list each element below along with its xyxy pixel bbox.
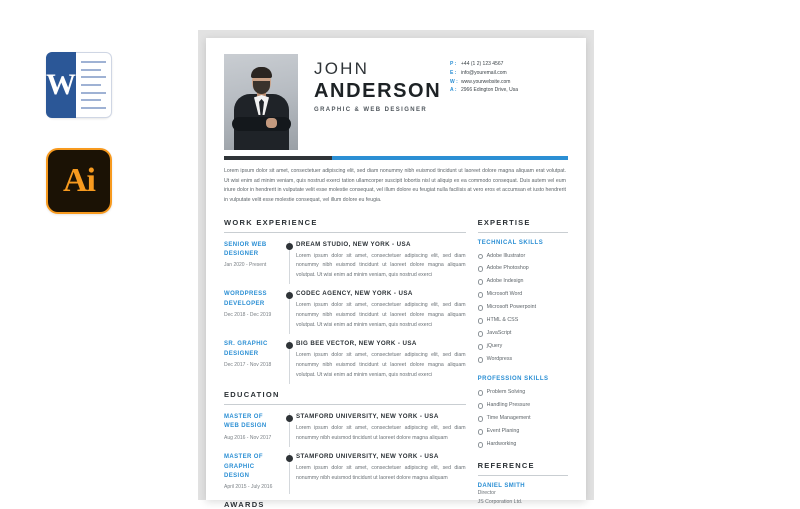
first-name: JOHN	[314, 60, 450, 79]
education-description: Lorem ipsum dolor sit amet, consectetuer adipiscing elit, sed diam nonummy nibh euismod tincidunt ut laoreet dolore magna aliquam	[296, 424, 466, 443]
work-date: Dec 2018 - Dec 2019	[224, 312, 280, 318]
reference-name: DANIEL SMITH	[478, 483, 568, 489]
work-description: Lorem ipsum dolor sit amet, consectetuer adipiscing elit, sed diam nonummy nibh euismod tincidunt ut laoreet dolore magna aliquam volutpat. Ut wisi enim ad minim veniam, quis nostrud exerci	[296, 252, 466, 281]
header-divider	[224, 156, 568, 160]
timeline-marker	[286, 241, 296, 281]
name-block	[298, 54, 450, 150]
timeline-marker	[286, 290, 296, 330]
skill-item: Hardworking	[478, 440, 568, 448]
skill-item: Handling Pressure	[478, 401, 568, 409]
skill-item: Event Planing	[478, 427, 568, 435]
resume-body	[224, 218, 568, 509]
section-rule	[478, 232, 568, 233]
work-description: Lorem ipsum dolor sit amet, consectetuer adipiscing elit, sed diam nonummy nibh euismod tincidunt ut laoreet dolore magna aliquam volutpat. Ut wisi enim ad minim veniam, quis nostrud exerci	[296, 301, 466, 330]
subsection-profession-skills: PROFESSION SKILLS	[478, 376, 568, 382]
education-entry	[224, 453, 466, 490]
section-title-reference: REFERENCE	[478, 461, 568, 470]
contact-value-email[interactable]: info@youremail.com	[461, 69, 507, 78]
education-institution: STAMFORD UNIVERSITY, NEW YORK - USA	[296, 453, 466, 460]
work-organization: DREAM STUDIO, NEW YORK - USA	[296, 241, 466, 248]
section-title-expertise: EXPERTISE	[478, 218, 568, 227]
work-entry	[224, 241, 466, 281]
profile-summary: Lorem ipsum dolor sit amet, consectetuer adipiscing elit, sed diam nonummy nibh euismod tincidunt ut laoreet dolore magna aliquam erat volutpat. Ut wisi enim ad minim veniam, quis nostrud exerci tation ullamcorper suscipit lobortis nisl ut aliquip ex ea commodo consequat. Duis autem vel eum iriure dolor in hendrerit in vulputate velit esse molestie consequat, vel illum dolore eu feugiat nulla facilisis at vero eros et accumsan et iusto hendrerit in vulputate velit esse molestie consequat, vel illum dolore eu feugia.	[224, 167, 568, 206]
skill-item: Adobe Photoshop	[478, 264, 568, 272]
app-icon-list	[46, 52, 138, 244]
illustrator-icon-letter: Ai	[63, 162, 95, 200]
contact-key-email: E :	[450, 69, 461, 78]
contact-value-phone: +44 (1 2) 123 4567	[461, 60, 503, 69]
education-institution: STAMFORD UNIVERSITY, NEW YORK - USA	[296, 413, 466, 420]
resume-sidebar-column	[478, 218, 568, 509]
header-divider-dark	[224, 156, 332, 160]
microsoft-word-icon[interactable]	[46, 52, 112, 118]
contact-block	[450, 54, 568, 150]
timeline-marker	[286, 453, 296, 490]
work-date: Dec 2017 - Nov 2018	[224, 362, 280, 368]
skill-item: Wordpress	[478, 355, 568, 363]
resume-page	[206, 38, 586, 500]
skill-item: Microsoft Powerpoint	[478, 303, 568, 311]
resume-main-column	[224, 218, 478, 509]
section-rule	[224, 404, 466, 405]
skill-item: Time Management	[478, 414, 568, 422]
work-description: Lorem ipsum dolor sit amet, consectetuer adipiscing elit, sed diam nonummy nibh euismod tincidunt ut laoreet dolore magna aliquam volutpat. Ut wisi enim ad minim veniam, quis nostrud exerci	[296, 351, 466, 380]
education-date: Aug 2016 - Nov 2017	[224, 435, 280, 441]
contact-value-address: 2966 Edington Drive, Usa	[461, 86, 518, 95]
work-entry	[224, 340, 466, 380]
contact-key-address: A :	[450, 86, 461, 95]
section-title-awards: AWARDS	[224, 500, 466, 509]
section-education	[224, 390, 466, 490]
word-icon-document-lines	[76, 52, 112, 118]
contact-row-website	[450, 78, 568, 87]
section-awards	[224, 500, 466, 509]
contact-row-address	[450, 86, 568, 95]
work-role: WORDPRESS DEVELOPER	[224, 290, 280, 309]
reference-company: JS Corporation Ltd.	[478, 498, 568, 507]
word-icon-letter: W	[46, 52, 76, 118]
skill-item: Adobe Indesign	[478, 277, 568, 285]
timeline-marker	[286, 340, 296, 380]
contact-key-phone: P :	[450, 60, 461, 69]
header-divider-accent	[332, 156, 568, 160]
section-rule	[224, 232, 466, 233]
education-degree: MASTER OF GRAPHIC DESIGN	[224, 453, 280, 481]
education-description: Lorem ipsum dolor sit amet, consectetuer adipiscing elit, sed diam nonummy nibh euismod tincidunt ut laoreet dolore magna aliquam	[296, 464, 466, 483]
education-date: April 2015 - July 2016	[224, 484, 280, 490]
contact-row-email	[450, 69, 568, 78]
contact-key-website: W :	[450, 78, 461, 87]
skill-item: Adobe Illustrator	[478, 252, 568, 260]
section-reference	[478, 461, 568, 508]
section-title-education: EDUCATION	[224, 390, 466, 399]
contact-value-website[interactable]: www.yourwebsite.com	[461, 78, 510, 87]
education-entry	[224, 413, 466, 443]
skill-item: HTML & CSS	[478, 316, 568, 324]
skill-item: Microsoft Word	[478, 290, 568, 298]
work-organization: CODEC AGENCY, NEW YORK - USA	[296, 290, 466, 297]
section-rule	[478, 475, 568, 476]
profile-photo	[224, 54, 298, 150]
skill-item: JavaScript	[478, 329, 568, 337]
reference-role: Director	[478, 489, 568, 498]
last-name: ANDERSON	[314, 80, 450, 103]
job-title: GRAPHIC & WEB DESIGNER	[314, 107, 450, 113]
work-entry	[224, 290, 466, 330]
timeline-marker	[286, 413, 296, 443]
work-date: Jan 2020 - Present	[224, 262, 280, 268]
work-role: SR. GRAPHIC DESIGNER	[224, 340, 280, 359]
education-degree: MASTER OF WEB DESIGN	[224, 413, 280, 432]
adobe-illustrator-icon[interactable]	[46, 148, 112, 214]
subsection-technical-skills: TECHNICAL SKILLS	[478, 240, 568, 246]
contact-row-phone	[450, 60, 568, 69]
section-title-work-experience: WORK EXPERIENCE	[224, 218, 466, 227]
section-work-experience	[224, 218, 466, 381]
work-role: SENIOR WEB DESIGNER	[224, 241, 280, 260]
skill-item: Problem Solving	[478, 388, 568, 396]
skill-item: jQuery	[478, 342, 568, 350]
work-organization: BIG BEE VECTOR, NEW YORK - USA	[296, 340, 466, 347]
section-expertise	[478, 218, 568, 449]
resume-header	[224, 54, 568, 150]
